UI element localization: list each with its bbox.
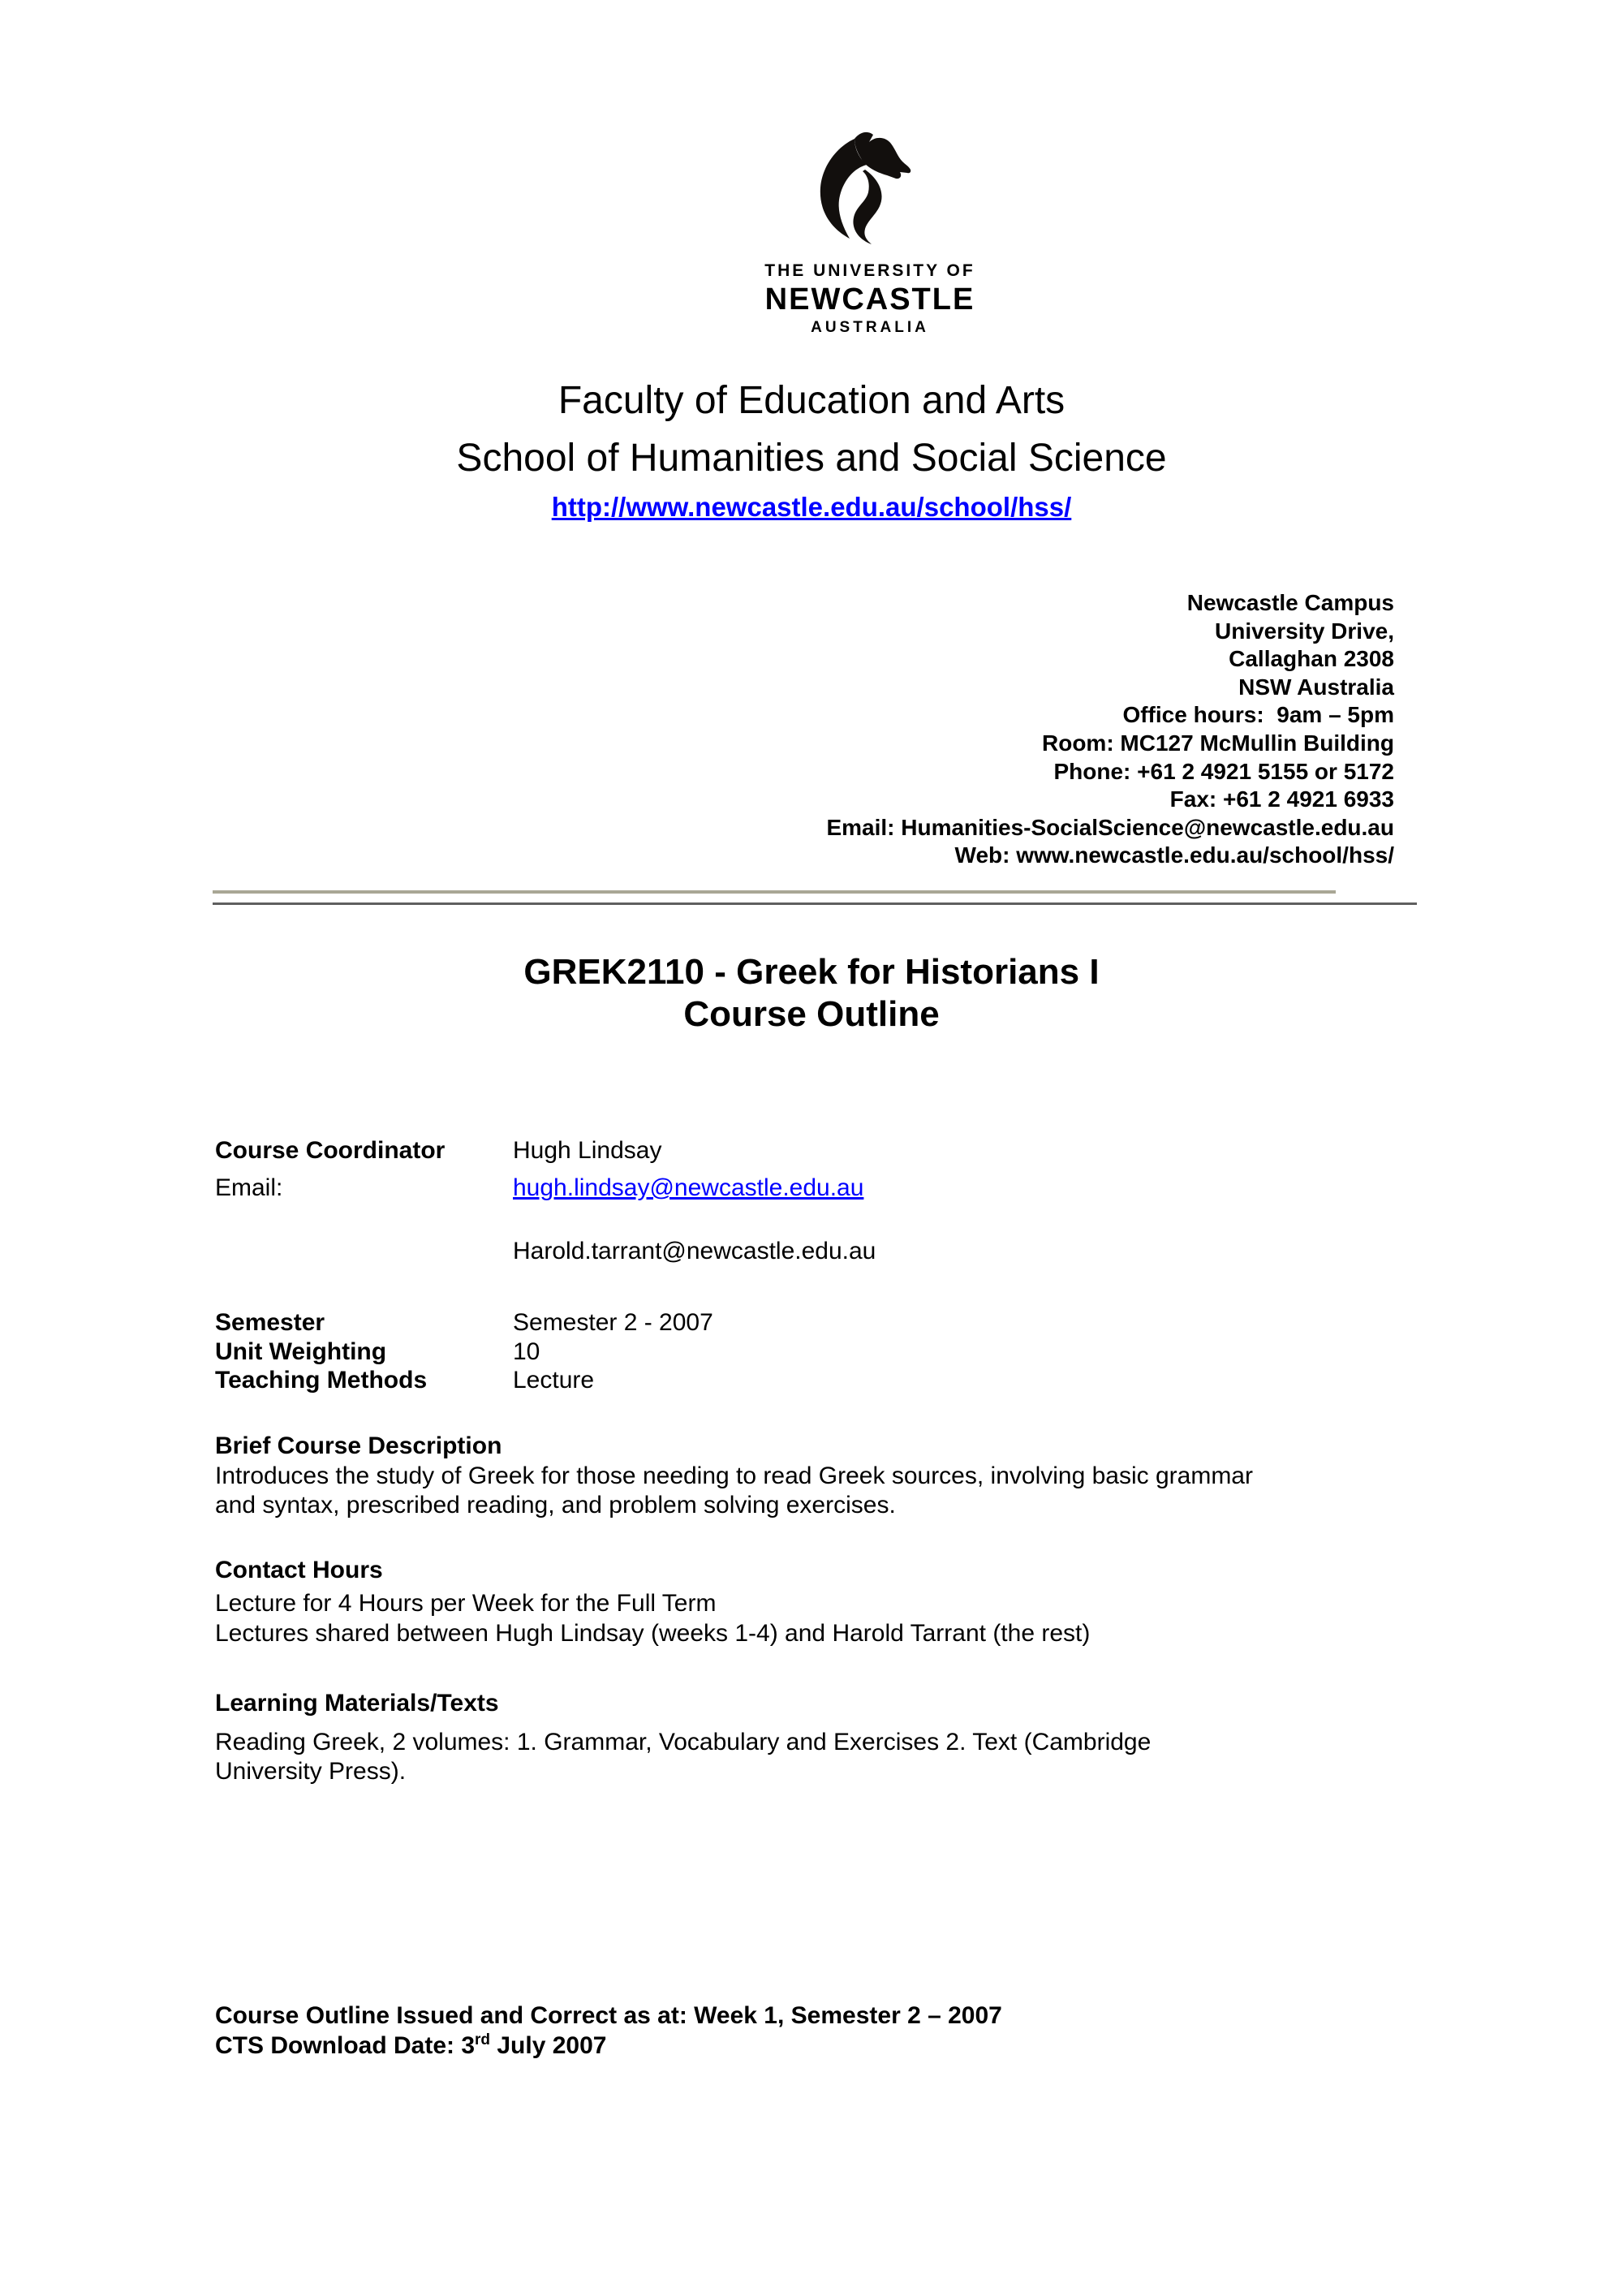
teaching-methods-label: Teaching Methods — [215, 1367, 428, 1394]
course-title-line2: Course Outline — [683, 994, 940, 1034]
address-line-office-hours: Office hours: 9am – 5pm — [1122, 702, 1394, 728]
brief-description-heading: Brief Course Description — [215, 1432, 502, 1459]
faculty-school-heading — [0, 372, 1623, 487]
contact-hours-line: Lectures shared between Hugh Lindsay (weeks 1-4) and Harold Tarrant (the rest) — [215, 1620, 1091, 1647]
brief-description-line: Introduces the study of Greek for those needing to read Greek sources, involving basic grammar — [215, 1462, 1253, 1489]
divider-line-top — [213, 890, 1336, 894]
learning-materials-line: Reading Greek, 2 volumes: 1. Grammar, Vocabulary and Exercises 2. Text (Cambridge — [215, 1729, 1152, 1755]
school-url-link[interactable]: http://www.newcastle.edu.au/school/hss/ — [551, 492, 1072, 522]
email-label: Email: — [215, 1174, 283, 1201]
address-line: University Drive, — [1215, 618, 1394, 644]
semester-value: Semester 2 - 2007 — [513, 1309, 713, 1336]
contact-hours-text — [215, 1588, 1420, 1648]
address-line-email: Email: Humanities-SocialScience@newcastle.edu.au — [826, 814, 1394, 840]
learning-materials-line: University Press). — [215, 1758, 407, 1785]
address-line: Callaghan 2308 — [1229, 646, 1394, 672]
brief-description-text — [215, 1462, 1420, 1520]
unit-weighting-value: 10 — [513, 1338, 540, 1365]
contact-hours-line: Lecture for 4 Hours per Week for the Full Term — [215, 1590, 717, 1617]
contact-hours-heading: Contact Hours — [215, 1557, 383, 1583]
cts-download-line — [215, 2031, 606, 2064]
school-name: School of Humanities and Social Science — [456, 437, 1167, 480]
learning-materials-heading: Learning Materials/Texts — [215, 1690, 499, 1717]
coordinator-email-link[interactable]: hugh.lindsay@newcastle.edu.au — [513, 1174, 864, 1201]
ordinal-superscript: rd — [475, 2031, 491, 2048]
cts-download-prefix: CTS Download Date: 3 — [215, 2032, 476, 2059]
brief-description-line: and syntax, prescribed reading, and problem solving exercises. — [215, 1492, 896, 1518]
university-logo — [708, 122, 1032, 349]
divider-line-bottom — [213, 902, 1417, 905]
secondary-email: Harold.tarrant@newcastle.edu.au — [513, 1238, 876, 1264]
faculty-name: Faculty of Education and Arts — [558, 379, 1065, 422]
coordinator-label: Course Coordinator — [215, 1137, 446, 1164]
learning-materials-text — [215, 1728, 1420, 1786]
campus-address-block — [826, 589, 1394, 870]
address-line: Newcastle Campus — [1186, 590, 1394, 615]
teaching-methods-value: Lecture — [513, 1367, 595, 1394]
address-line-web: Web: www.newcastle.edu.au/school/hss/ — [954, 842, 1394, 868]
newcastle-horse-icon — [816, 128, 933, 250]
course-title — [0, 951, 1623, 1036]
semester-label: Semester — [215, 1309, 325, 1336]
address-line-phone: Phone: +61 2 4921 5155 or 5172 — [1053, 758, 1394, 784]
coordinator-name: Hugh Lindsay — [513, 1137, 662, 1164]
unit-weighting-label: Unit Weighting — [215, 1338, 387, 1365]
address-line: NSW Australia — [1238, 674, 1394, 700]
logo-country: AUSTRALIA — [811, 319, 929, 336]
logo-institution-name: NEWCASTLE — [764, 282, 975, 317]
address-line-room: Room: MC127 McMullin Building — [1042, 730, 1394, 756]
course-title-line1: GREK2110 - Greek for Historians I — [523, 952, 1100, 992]
address-line-fax: Fax: +61 2 4921 6933 — [1169, 786, 1394, 812]
issued-correct-line: Course Outline Issued and Correct as at: Week 1, Semester 2 – 2007 — [215, 2002, 1002, 2029]
logo-institution-prefix: THE UNIVERSITY OF — [764, 261, 975, 280]
cts-download-suffix: July 2007 — [490, 2032, 607, 2059]
